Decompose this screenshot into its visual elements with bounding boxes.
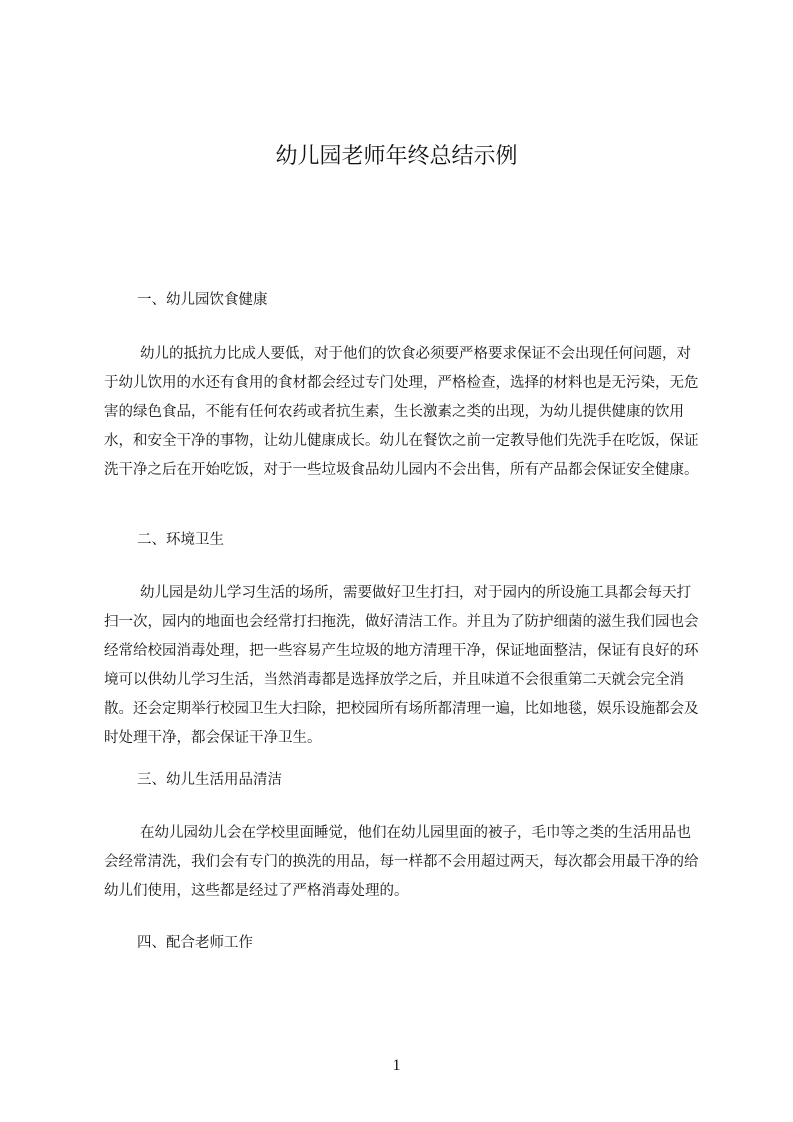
section-paragraph-environment-hygiene: 幼儿园是幼儿学习生活的场所，需要做好卫生打扫，对于园内的所设施工具都会每天打扫一次，园内的地面也会经常打扫拖洗，做好清洁工作。并且为了防护细菌的滋生我们园也会经常给校园消毒处理，把一些容易产生垃圾的地方清理干净，保证地面整洁，保证有良好的环境可以供幼儿学习生活，当然消毒都是选择放学之后，并且味道不会很重第二天就会完全消散。还会定期举行校园卫生大扫除，把校园所有场所都清理一遍，比如地毯，娱乐设施都会及时处理干净，都会保证干净卫生。: [104, 585, 699, 746]
section-heading-environment-hygiene: 二、环境卫生: [137, 532, 224, 548]
section-paragraph-daily-supplies-cleaning: 在幼儿园幼儿会在学校里面睡觉，他们在幼儿园里面的被子，毛巾等之类的生活用品也会经常清洗，我们会有专门的换洗的用品，每一样都不会用超过两天，每次都会用最干净的给幼儿们使用，这些都是经过了严格消毒处理的。: [104, 825, 699, 899]
page-number: 1: [392, 1057, 401, 1074]
section-heading-diet-health: 一、幼儿园饮食健康: [137, 292, 268, 308]
section-heading-teacher-cooperation: 四、配合老师工作: [137, 935, 253, 951]
section-heading-daily-supplies-cleaning: 三、幼儿生活用品清洁: [137, 772, 282, 788]
document-title: 幼儿园老师年终总结示例: [275, 144, 518, 169]
section-paragraph-diet-health: 幼儿的抵抗力比成人要低，对于他们的饮食必须要严格要求保证不会出现任何问题，对于幼儿饮用的水还有食用的食材都会经过专门处理，严格检查，选择的材料也是无污染，无危害的绿色食品，不能有任何农药或者抗生素，生长激素之类的出现，为幼儿提供健康的饮用水，和安全干净的事物，让幼儿健康成长。幼儿在餐饮之前一定教导他们先洗手在吃饭，保证洗干净之后在开始吃饭，对于一些垃圾食品幼儿园内不会出售，所有产品都会保证安全健康。: [104, 346, 699, 478]
